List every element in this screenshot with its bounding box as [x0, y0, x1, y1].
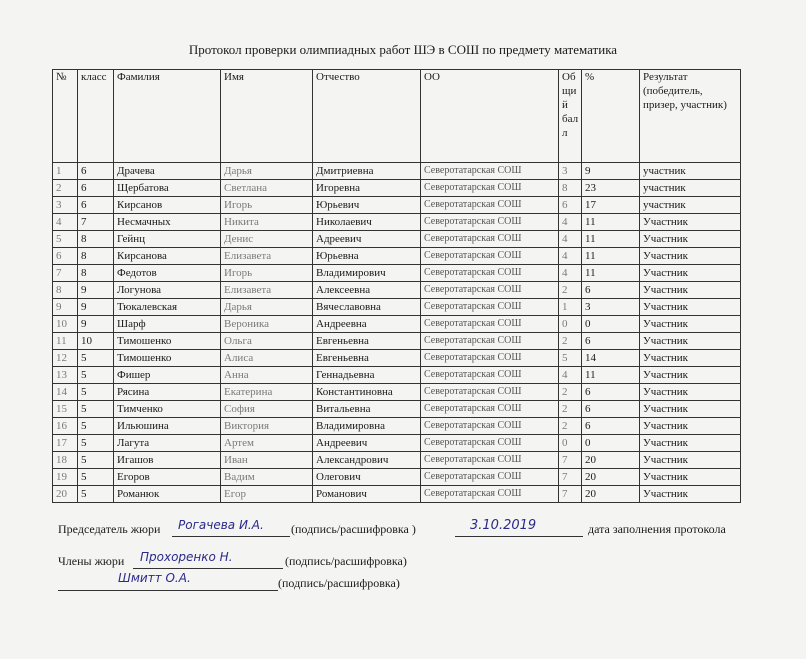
- cell-score: 2: [559, 333, 582, 350]
- cell-school: Северотатарская СОШ: [421, 299, 559, 316]
- cell-percent: 3: [582, 299, 640, 316]
- cell-class: 5: [78, 367, 114, 384]
- cell-class: 8: [78, 231, 114, 248]
- cell-percent: 11: [582, 231, 640, 248]
- cell-school: Северотатарская СОШ: [421, 486, 559, 503]
- cell-num: 19: [53, 469, 78, 486]
- cell-num: 2: [53, 180, 78, 197]
- cell-school: Северотатарская СОШ: [421, 333, 559, 350]
- cell-surname: Рясина: [114, 384, 221, 401]
- cell-school: Северотатарская СОШ: [421, 231, 559, 248]
- cell-class: 6: [78, 180, 114, 197]
- cell-name: Вероника: [221, 316, 313, 333]
- cell-surname: Тимошенко: [114, 333, 221, 350]
- cell-class: 5: [78, 452, 114, 469]
- cell-surname: Романюк: [114, 486, 221, 503]
- col-header-percent: %: [582, 70, 640, 163]
- cell-score: 2: [559, 418, 582, 435]
- cell-result: Участник: [640, 486, 741, 503]
- cell-patronymic: Игоревна: [313, 180, 421, 197]
- cell-percent: 11: [582, 248, 640, 265]
- cell-num: 6: [53, 248, 78, 265]
- cell-class: 5: [78, 401, 114, 418]
- cell-school: Северотатарская СОШ: [421, 248, 559, 265]
- cell-surname: Федотов: [114, 265, 221, 282]
- cell-num: 14: [53, 384, 78, 401]
- cell-class: 6: [78, 163, 114, 180]
- cell-score: 7: [559, 452, 582, 469]
- cell-class: 5: [78, 350, 114, 367]
- cell-school: Северотатарская СОШ: [421, 282, 559, 299]
- chairman-label: Председатель жюри: [58, 522, 161, 536]
- member1-suffix: (подпись/расшифровка): [285, 554, 407, 568]
- cell-score: 7: [559, 469, 582, 486]
- cell-name: Игорь: [221, 197, 313, 214]
- cell-surname: Гейнц: [114, 231, 221, 248]
- col-header-name: Имя: [221, 70, 313, 163]
- cell-num: 18: [53, 452, 78, 469]
- cell-school: Северотатарская СОШ: [421, 418, 559, 435]
- cell-name: Вадим: [221, 469, 313, 486]
- cell-name: Артем: [221, 435, 313, 452]
- cell-name: Светлана: [221, 180, 313, 197]
- cell-class: 5: [78, 384, 114, 401]
- cell-num: 16: [53, 418, 78, 435]
- table-row: [53, 401, 741, 418]
- cell-surname: Егоров: [114, 469, 221, 486]
- table-row: [53, 350, 741, 367]
- table-row: [53, 469, 741, 486]
- cell-result: Участник: [640, 384, 741, 401]
- cell-num: 15: [53, 401, 78, 418]
- cell-score: 0: [559, 435, 582, 452]
- table-row: [53, 231, 741, 248]
- cell-result: Участник: [640, 265, 741, 282]
- table-row: [53, 316, 741, 333]
- col-header-result: Результат (победитель, призер, участник): [640, 70, 741, 163]
- cell-name: Игорь: [221, 265, 313, 282]
- cell-percent: 6: [582, 384, 640, 401]
- cell-name: Ольга: [221, 333, 313, 350]
- cell-surname: Тюкалевская: [114, 299, 221, 316]
- cell-score: 4: [559, 248, 582, 265]
- cell-result: участник: [640, 180, 741, 197]
- cell-class: 9: [78, 316, 114, 333]
- cell-patronymic: Витальевна: [313, 401, 421, 418]
- cell-result: Участник: [640, 299, 741, 316]
- cell-school: Северотатарская СОШ: [421, 180, 559, 197]
- table-row: [53, 384, 741, 401]
- cell-result: участник: [640, 163, 741, 180]
- cell-result: Участник: [640, 214, 741, 231]
- cell-surname: Ильюшина: [114, 418, 221, 435]
- cell-school: Северотатарская СОШ: [421, 197, 559, 214]
- cell-class: 10: [78, 333, 114, 350]
- table-row: [53, 435, 741, 452]
- cell-patronymic: Юрьевна: [313, 248, 421, 265]
- cell-percent: 23: [582, 180, 640, 197]
- date-value: 3.10.2019: [470, 518, 537, 533]
- cell-score: 8: [559, 180, 582, 197]
- col-header-patronymic: Отчество: [313, 70, 421, 163]
- cell-percent: 11: [582, 265, 640, 282]
- cell-name: Дарья: [221, 299, 313, 316]
- cell-surname: Несмачных: [114, 214, 221, 231]
- table-row: [53, 333, 741, 350]
- cell-name: Елизавета: [221, 282, 313, 299]
- cell-score: 4: [559, 265, 582, 282]
- cell-percent: 6: [582, 282, 640, 299]
- cell-surname: Логунова: [114, 282, 221, 299]
- cell-score: 4: [559, 214, 582, 231]
- results-table: [52, 69, 741, 503]
- cell-name: Егор: [221, 486, 313, 503]
- table-row: [53, 197, 741, 214]
- cell-percent: 0: [582, 316, 640, 333]
- cell-patronymic: Константиновна: [313, 384, 421, 401]
- cell-class: 7: [78, 214, 114, 231]
- cell-percent: 0: [582, 435, 640, 452]
- table-row: [53, 248, 741, 265]
- cell-num: 4: [53, 214, 78, 231]
- table-row: [53, 282, 741, 299]
- date-label: дата заполнения протокола: [588, 522, 726, 536]
- cell-patronymic: Николаевич: [313, 214, 421, 231]
- cell-school: Северотатарская СОШ: [421, 469, 559, 486]
- cell-percent: 6: [582, 333, 640, 350]
- cell-name: Екатерина: [221, 384, 313, 401]
- cell-school: Северотатарская СОШ: [421, 316, 559, 333]
- cell-score: 7: [559, 486, 582, 503]
- cell-surname: Щербатова: [114, 180, 221, 197]
- cell-patronymic: Геннадьевна: [313, 367, 421, 384]
- protocol-title: Протокол проверки олимпиадных работ ШЭ в СОШ по предмету математика: [188, 42, 618, 57]
- cell-surname: Кирсанов: [114, 197, 221, 214]
- cell-name: Анна: [221, 367, 313, 384]
- cell-patronymic: Олегович: [313, 469, 421, 486]
- cell-surname: Лагута: [114, 435, 221, 452]
- cell-name: Никита: [221, 214, 313, 231]
- cell-name: Дарья: [221, 163, 313, 180]
- cell-percent: 11: [582, 214, 640, 231]
- cell-result: Участник: [640, 418, 741, 435]
- cell-result: Участник: [640, 435, 741, 452]
- table-row: [53, 299, 741, 316]
- cell-name: Денис: [221, 231, 313, 248]
- cell-score: 3: [559, 163, 582, 180]
- cell-num: 1: [53, 163, 78, 180]
- table-row: [53, 265, 741, 282]
- cell-num: 3: [53, 197, 78, 214]
- cell-result: Участник: [640, 248, 741, 265]
- cell-class: 9: [78, 282, 114, 299]
- cell-num: 8: [53, 282, 78, 299]
- cell-result: Участник: [640, 401, 741, 418]
- cell-class: 5: [78, 469, 114, 486]
- cell-percent: 14: [582, 350, 640, 367]
- cell-num: 17: [53, 435, 78, 452]
- cell-score: 0: [559, 316, 582, 333]
- cell-name: София: [221, 401, 313, 418]
- col-header-score: Об щи й бал л: [559, 70, 582, 163]
- cell-percent: 20: [582, 469, 640, 486]
- cell-patronymic: Алексеевна: [313, 282, 421, 299]
- cell-score: 2: [559, 384, 582, 401]
- cell-class: 5: [78, 418, 114, 435]
- member2-suffix: (подпись/расшифровка): [278, 576, 400, 590]
- cell-name: Елизавета: [221, 248, 313, 265]
- cell-school: Северотатарская СОШ: [421, 384, 559, 401]
- cell-patronymic: Романович: [313, 486, 421, 503]
- cell-num: 9: [53, 299, 78, 316]
- cell-result: Участник: [640, 452, 741, 469]
- cell-score: 4: [559, 231, 582, 248]
- cell-school: Северотатарская СОШ: [421, 265, 559, 282]
- cell-num: 7: [53, 265, 78, 282]
- cell-result: Участник: [640, 231, 741, 248]
- cell-percent: 17: [582, 197, 640, 214]
- table-row: [53, 486, 741, 503]
- cell-patronymic: Андреевна: [313, 316, 421, 333]
- cell-patronymic: Вячеславовна: [313, 299, 421, 316]
- cell-school: Северотатарская СОШ: [421, 401, 559, 418]
- cell-score: 6: [559, 197, 582, 214]
- cell-result: Участник: [640, 469, 741, 486]
- cell-percent: 11: [582, 367, 640, 384]
- cell-school: Северотатарская СОШ: [421, 350, 559, 367]
- table-row: [53, 163, 741, 180]
- cell-score: 4: [559, 367, 582, 384]
- cell-patronymic: Адреевич: [313, 231, 421, 248]
- cell-name: Виктория: [221, 418, 313, 435]
- cell-class: 5: [78, 435, 114, 452]
- cell-patronymic: Евгеньевна: [313, 350, 421, 367]
- col-header-school: ОО: [421, 70, 559, 163]
- cell-school: Северотатарская СОШ: [421, 163, 559, 180]
- table-header-row: [53, 70, 741, 163]
- cell-surname: Тимошенко: [114, 350, 221, 367]
- cell-school: Северотатарская СОШ: [421, 367, 559, 384]
- cell-surname: Драчева: [114, 163, 221, 180]
- cell-surname: Кирсанова: [114, 248, 221, 265]
- cell-result: участник: [640, 197, 741, 214]
- cell-percent: 6: [582, 418, 640, 435]
- table-row: [53, 367, 741, 384]
- cell-patronymic: Андреевич: [313, 435, 421, 452]
- cell-surname: Фишер: [114, 367, 221, 384]
- col-header-surname: Фамилия: [114, 70, 221, 163]
- table-row: [53, 180, 741, 197]
- cell-percent: 20: [582, 486, 640, 503]
- table-row: [53, 452, 741, 469]
- cell-num: 20: [53, 486, 78, 503]
- cell-patronymic: Юрьевич: [313, 197, 421, 214]
- cell-name: Алиса: [221, 350, 313, 367]
- cell-surname: Тимченко: [114, 401, 221, 418]
- cell-surname: Шарф: [114, 316, 221, 333]
- chairman-signature: Рогачева И.А.: [178, 518, 264, 532]
- cell-patronymic: Евгеньевна: [313, 333, 421, 350]
- cell-percent: 20: [582, 452, 640, 469]
- cell-result: Участник: [640, 367, 741, 384]
- cell-num: 5: [53, 231, 78, 248]
- cell-school: Северотатарская СОШ: [421, 452, 559, 469]
- table-row: [53, 418, 741, 435]
- cell-patronymic: Владимирович: [313, 265, 421, 282]
- cell-num: 11: [53, 333, 78, 350]
- cell-result: Участник: [640, 333, 741, 350]
- cell-score: 2: [559, 401, 582, 418]
- member1-signature: Прохоренко Н.: [140, 550, 233, 564]
- cell-class: 8: [78, 248, 114, 265]
- cell-patronymic: Дмитриевна: [313, 163, 421, 180]
- cell-result: Участник: [640, 316, 741, 333]
- cell-percent: 6: [582, 401, 640, 418]
- cell-num: 13: [53, 367, 78, 384]
- col-header-num: №: [53, 70, 78, 163]
- cell-num: 12: [53, 350, 78, 367]
- cell-score: 1: [559, 299, 582, 316]
- cell-patronymic: Александрович: [313, 452, 421, 469]
- chairman-suffix: (подпись/расшифровка ): [291, 522, 416, 536]
- cell-school: Северотатарская СОШ: [421, 435, 559, 452]
- member2-signature: Шмитт О.А.: [118, 571, 191, 585]
- members-label: Члены жюри: [58, 554, 125, 568]
- cell-percent: 9: [582, 163, 640, 180]
- cell-result: Участник: [640, 282, 741, 299]
- cell-class: 8: [78, 265, 114, 282]
- cell-surname: Игашов: [114, 452, 221, 469]
- cell-name: Иван: [221, 452, 313, 469]
- table-row: [53, 214, 741, 231]
- cell-result: Участник: [640, 350, 741, 367]
- cell-num: 10: [53, 316, 78, 333]
- cell-class: 9: [78, 299, 114, 316]
- cell-patronymic: Владимировна: [313, 418, 421, 435]
- cell-class: 6: [78, 197, 114, 214]
- cell-school: Северотатарская СОШ: [421, 214, 559, 231]
- cell-score: 2: [559, 282, 582, 299]
- cell-class: 5: [78, 486, 114, 503]
- col-header-class: класс: [78, 70, 114, 163]
- cell-score: 5: [559, 350, 582, 367]
